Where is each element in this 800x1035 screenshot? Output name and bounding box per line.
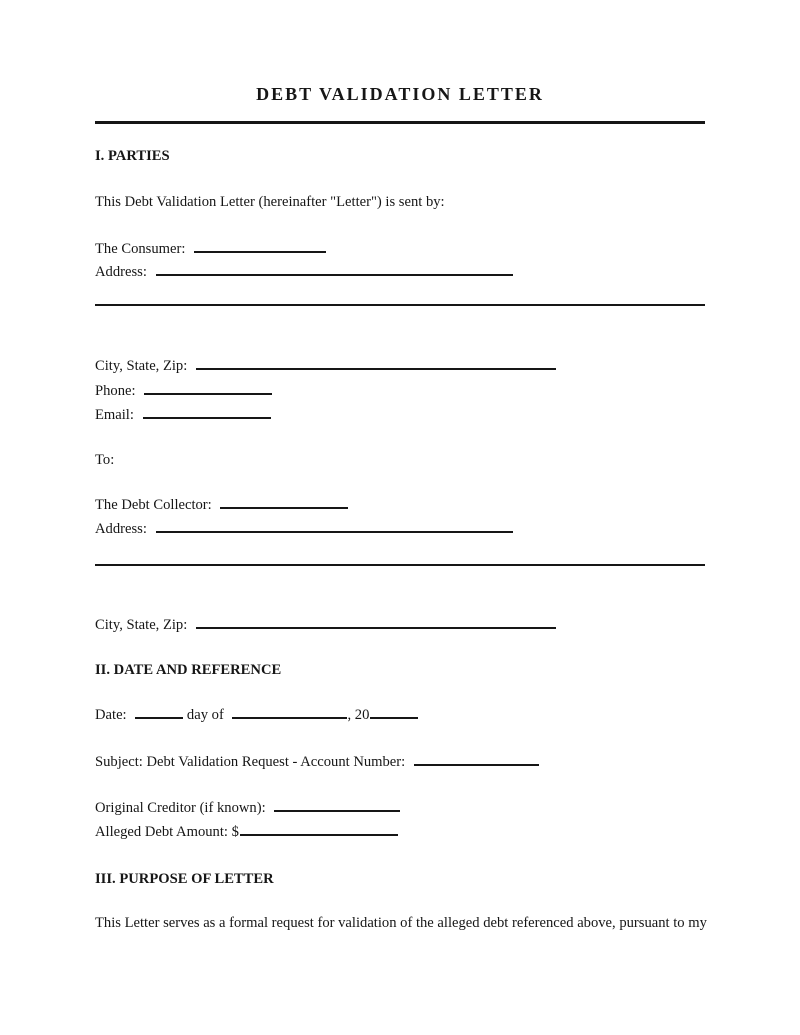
collector-address-label: Address: [95, 521, 147, 537]
consumer-field[interactable] [194, 239, 326, 253]
date-month-field[interactable] [232, 705, 347, 719]
page-title: DEBT VALIDATION LETTER [256, 84, 544, 104]
section-heading-parties: I. PARTIES [95, 148, 170, 164]
consumer-city-row [95, 354, 705, 378]
date-label: Date: [95, 707, 127, 723]
original-creditor-field[interactable] [274, 798, 400, 812]
collector-city-label: City, State, Zip: [95, 617, 188, 633]
collector-city-row [95, 613, 705, 637]
parties-intro: This Debt Validation Letter (hereinafter "Letter") is sent by: [95, 194, 445, 210]
consumer-city-field[interactable] [196, 356, 556, 370]
consumer-address-field[interactable] [156, 262, 513, 276]
consumer-phone-field[interactable] [144, 381, 272, 395]
consumer-phone-label: Phone: [95, 383, 136, 399]
collector-address-continuation-field[interactable] [95, 564, 705, 566]
date-day-field[interactable] [135, 705, 183, 719]
debt-collector-field[interactable] [220, 495, 348, 509]
subject-row [95, 750, 705, 774]
year-prefix-label: , 20 [347, 707, 370, 723]
collector-address-row [95, 517, 705, 541]
consumer-email-row [95, 403, 705, 427]
consumer-phone-row [95, 379, 705, 403]
account-number-field[interactable] [414, 752, 539, 766]
debt-collector-label: The Debt Collector: [95, 497, 212, 513]
purpose-body: This Letter serves as a formal request for validation of the alleged debt referenced above, pursuant to my [95, 915, 707, 931]
section-heading-purpose: III. PURPOSE OF LETTER [95, 871, 274, 887]
section-heading-date-reference: II. DATE AND REFERENCE [95, 662, 282, 678]
consumer-city-label: City, State, Zip: [95, 358, 188, 374]
consumer-address-row [95, 260, 705, 284]
consumer-address-label: Address: [95, 264, 147, 280]
alleged-debt-field[interactable] [240, 822, 398, 836]
date-row [95, 703, 705, 727]
to-label: To: [95, 452, 115, 468]
consumer-label: The Consumer: [95, 241, 186, 257]
original-creditor-label: Original Creditor (if known): [95, 800, 266, 816]
collector-city-field[interactable] [196, 615, 556, 629]
subject-label: Subject: Debt Validation Request - Account Number: [95, 754, 406, 770]
collector-address-field[interactable] [156, 519, 513, 533]
consumer-address-continuation-field[interactable] [95, 304, 705, 306]
date-year-field[interactable] [370, 705, 418, 719]
consumer-email-field[interactable] [143, 405, 271, 419]
title-rule [95, 121, 705, 124]
day-of-label: day of [186, 707, 224, 723]
consumer-row [95, 237, 705, 261]
original-creditor-row [95, 796, 705, 820]
alleged-debt-label: Alleged Debt Amount: $ [95, 824, 239, 840]
alleged-debt-row [95, 820, 705, 844]
debt-collector-row [95, 493, 705, 517]
consumer-email-label: Email: [95, 407, 134, 423]
